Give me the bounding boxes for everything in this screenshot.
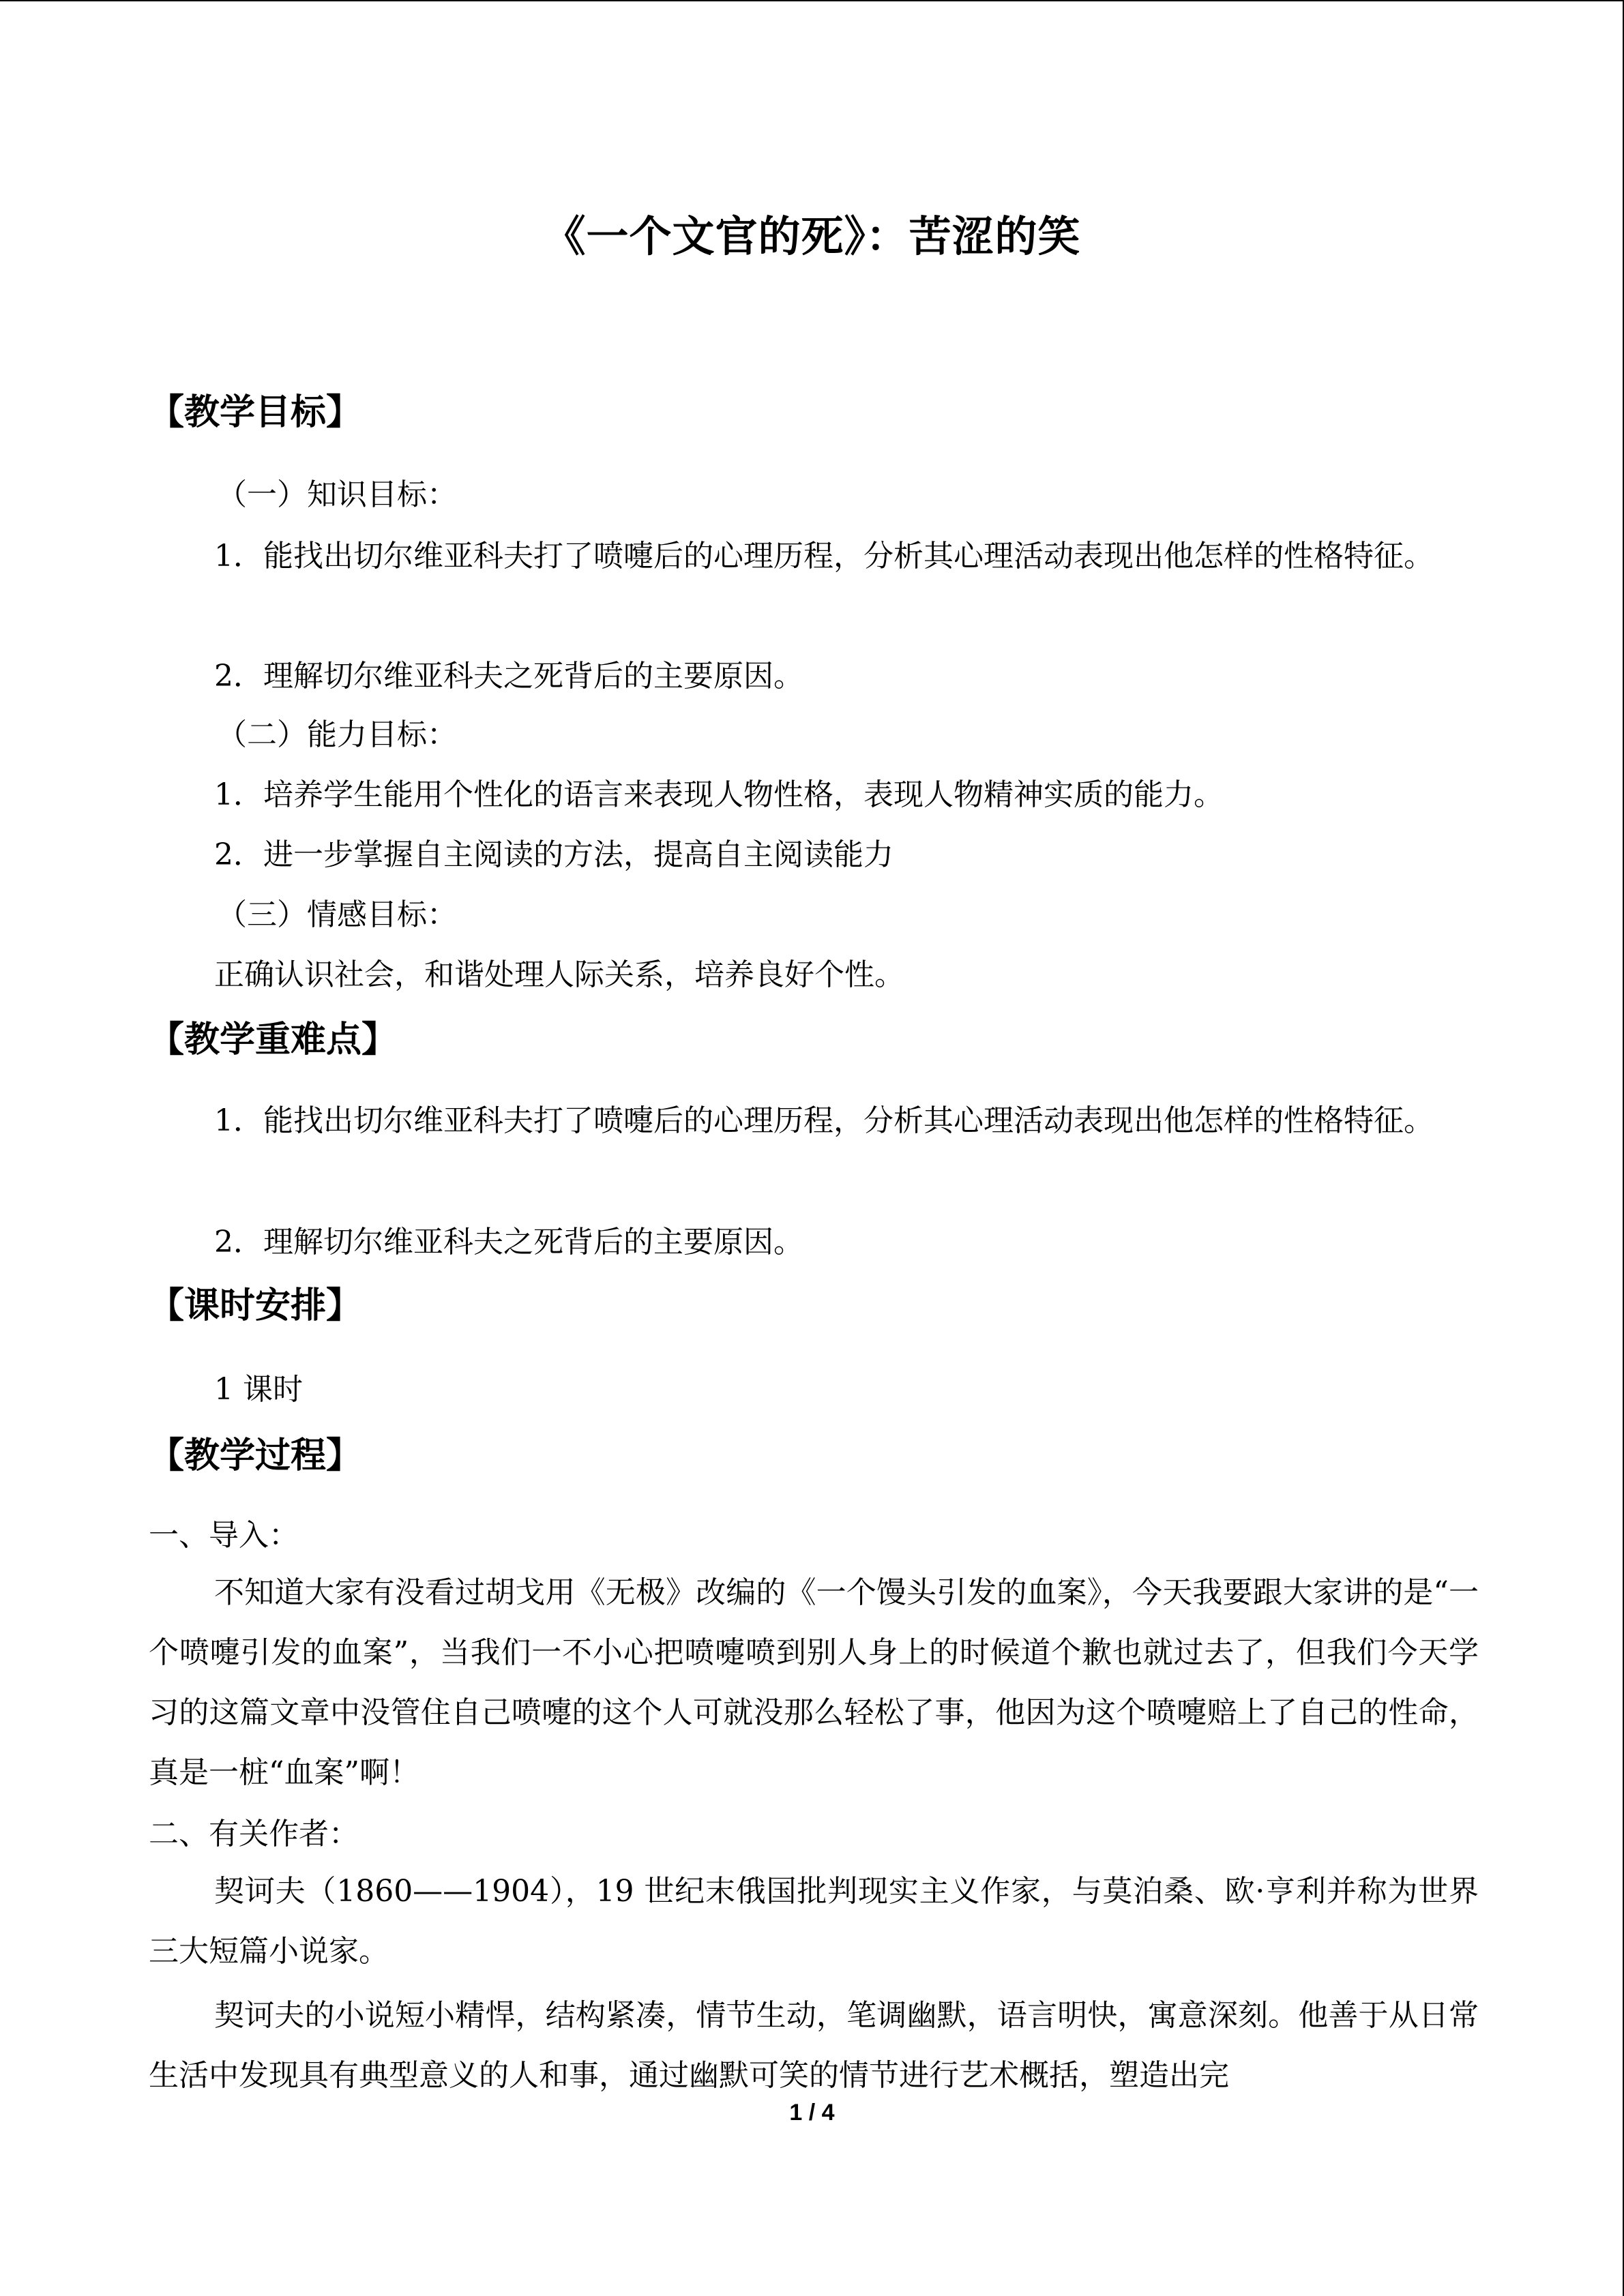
knowledge-goal-1: 1．能找出切尔维亚科夫打了喷嚏后的心理历程，分析其心理活动表现出他怎样的性格特征。 (214, 539, 1434, 573)
intro-label: 一、导入： (149, 1518, 299, 1553)
section-heading-goals: 【教学目标】 (149, 392, 362, 433)
ability-goal-2: 2．进一步掌握自主阅读的方法，提高自主阅读能力 (214, 837, 894, 872)
key-point-1: 1．能找出切尔维亚科夫打了喷嚏后的心理历程，分析其心理活动表现出他怎样的性格特征。 (214, 1103, 1434, 1138)
ability-goal-1: 1．培养学生能用个性化的语言来表现人物性格，表现人物精神实质的能力。 (214, 777, 1224, 812)
page-title: 《一个文官的死》：苦涩的笑 (543, 211, 1081, 261)
intro-text: 不知道大家有没看过胡戈用《无极》改编的《一个馒头引发的血案》，今天我要跟大家讲的是“一个喷嚏引发的血案”，当我们一不小心把喷嚏喷到别人身上的时候道个歉也就过去了，但我们今天学习的这篇文章中没管住自己喷嚏的这个人可就没那么轻松了事，他因为这个喷嚏赔上了自己的性命，真是一桩“血案”啊！ (149, 1575, 1479, 1790)
author-text-1: 契诃夫（1860——1904），19 世纪末俄国批判现实主义作家，与莫泊桑、欧·亨利并称为世界三大短篇小说家。 (149, 1874, 1479, 1969)
author-text-2: 契诃夫的小说短小精悍，结构紧凑，情节生动，笔调幽默，语言明快，寓意深刻。他善于从日常生活中发现具有典型意义的人和事，通过幽默可笑的情节进行艺术概括，塑造出完 (149, 1998, 1479, 2093)
emotion-goal-label: （三）情感目标： (217, 897, 457, 932)
ability-goal-label: （二）能力目标： (217, 717, 457, 752)
emotion-goal-1: 正确认识社会，和谐处理人际关系，培养良好个性。 (214, 957, 904, 992)
page-indicator: 1 / 4 (789, 2100, 835, 2126)
key-point-2: 2．理解切尔维亚科夫之死背后的主要原因。 (214, 1225, 803, 1259)
section-heading-key-points: 【教学重难点】 (149, 1019, 398, 1060)
knowledge-goal-label: （一）知识目标： (217, 477, 457, 512)
section-heading-process: 【教学过程】 (149, 1435, 362, 1476)
knowledge-goal-2: 2．理解切尔维亚科夫之死背后的主要原因。 (214, 659, 803, 694)
section-heading-schedule: 【课时安排】 (149, 1285, 362, 1326)
author-label: 二、有关作者： (149, 1817, 359, 1851)
schedule-value: 1 课时 (214, 1372, 303, 1407)
